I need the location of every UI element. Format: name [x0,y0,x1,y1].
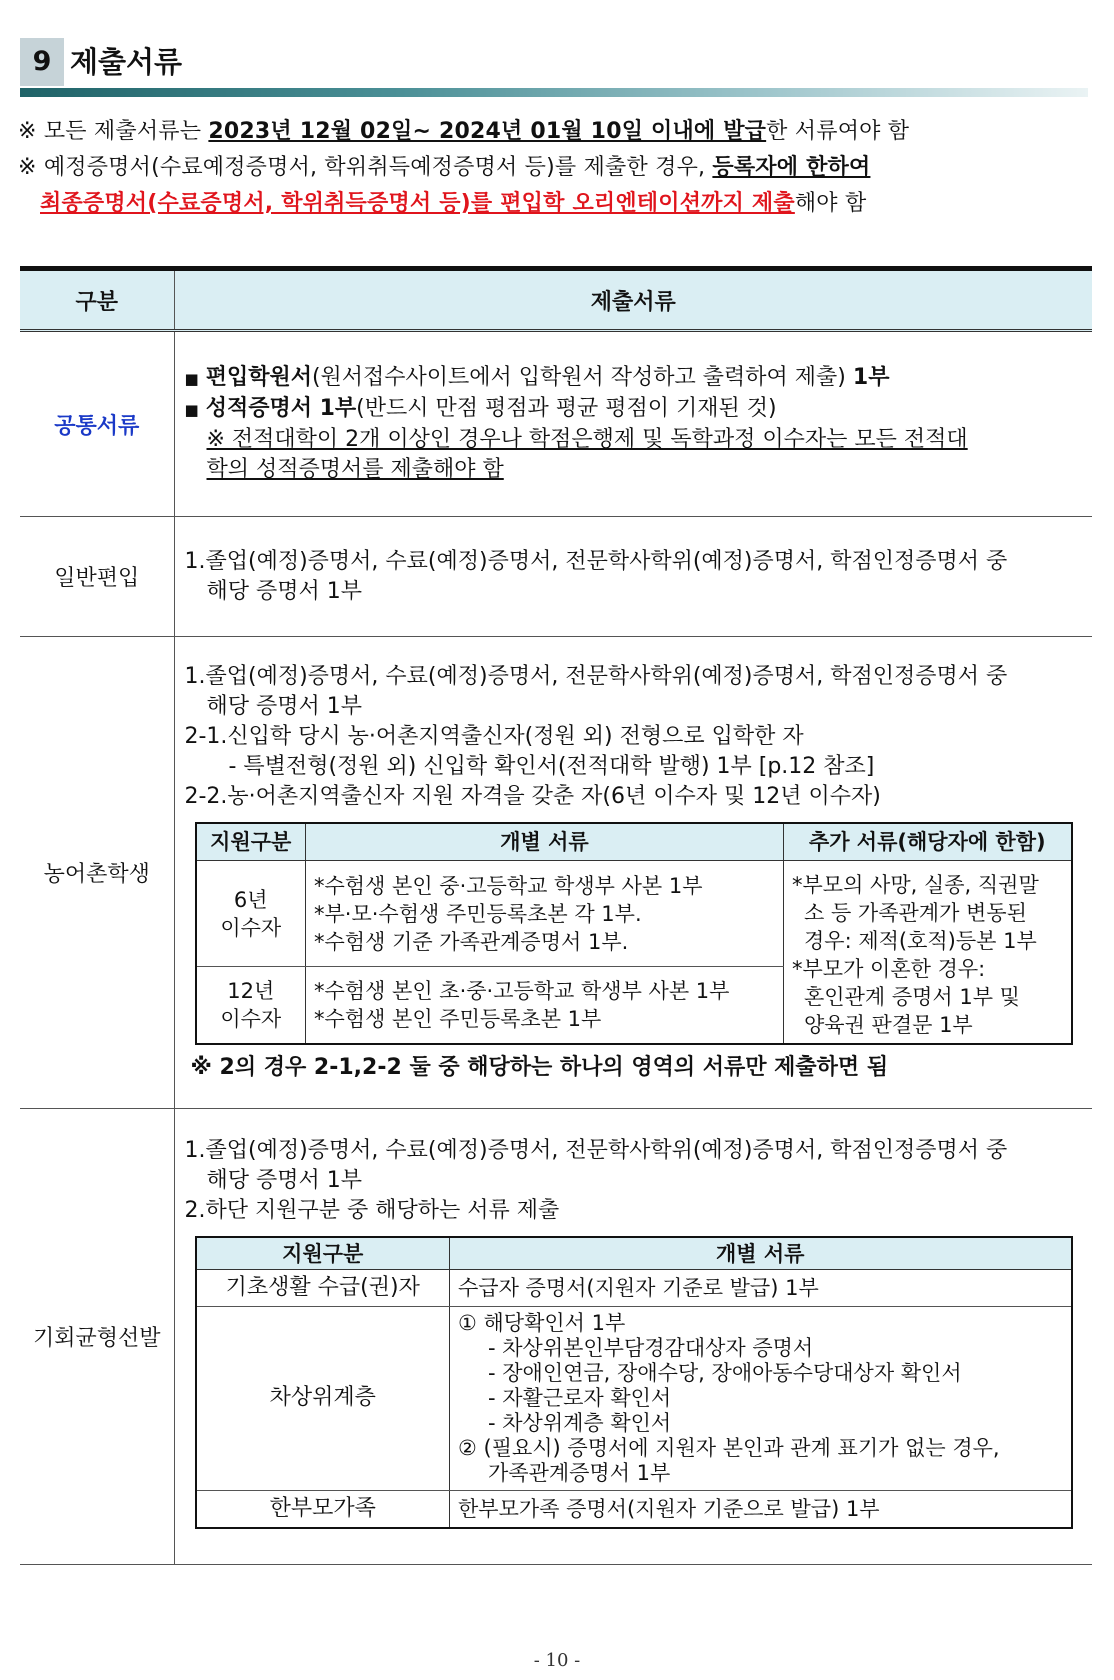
rural-12yr-label [196,967,306,1044]
section-divider-bar [20,88,1088,97]
notice-text: ※ 모든 제출서류는 [18,119,209,144]
doc-transcript-desc: (반드시 만점 평점과 평균 평점이 기재된 것) [356,396,777,421]
notice-line-3 [18,186,1098,222]
section-title: 제출서류 [70,45,183,79]
label-text: 이수자 [220,915,282,940]
extra-item: 소 등 가족관계가 변동된 [804,901,1027,926]
rural-extra-docs [784,861,1072,1045]
doc-item: 가족관계증명서 1부 [488,1460,671,1485]
equal-basic-label: 기초생활 수급(권)자 [196,1269,450,1306]
rural-line-5: 2-2.농·어촌지역출신자 지원 자격을 갖춘 자(6년 이수자 및 12년 이수자) [184,783,881,809]
row-common [20,331,1092,517]
equal-row-basic [196,1269,1072,1306]
notice-text: 한 서류여야 함 [766,119,910,144]
general-line-2: 해당 증명서 1부 [206,578,362,604]
doc-item: *부·모·수험생 주민등록초본 각 1부. [314,901,642,926]
row-rural [20,637,1092,1109]
sub-header-type: 지원구분 [196,823,306,861]
equal-docs [174,1109,1092,1565]
sub-header-extra: 추가 서류(해당자에 한함) [784,823,1072,861]
extra-item: 경우: 제적(호적)등본 1부 [804,929,1037,954]
notice-warning: 최종증명서(수료증명서, 학위취득증명서 등)를 편입학 오리엔테이션까지 제출 [40,191,795,216]
doc-item: *수험생 본인 주민등록초본 1부 [314,1007,602,1032]
equal-sub-header [196,1237,1072,1269]
label-text: 이수자 [220,1007,282,1032]
label-text: 12년 [227,979,275,1004]
extra-item: 혼인관계 증명서 1부 및 [804,985,1020,1010]
doc-application: 편입학원서 [205,365,312,390]
equal-row-near-poverty [196,1306,1072,1490]
sub-header-type: 지원구분 [196,1237,450,1269]
equal-single-doc: 한부모가족 증명서(지원자 기준으로 발급) 1부 [450,1490,1072,1528]
bullet-icon: ■ [184,401,199,419]
rural-6yr-docs [306,861,784,967]
common-line-2 [185,394,1085,425]
doc-item: ② (필요시) 증명서에 지원자 본인과 관계 표기가 없는 경우, [458,1435,1000,1460]
page-number: - 10 - [533,1650,581,1671]
common-note-2: 학의 성적증명서를 제출해야 함 [206,457,504,482]
category-common: 공통서류 [20,331,174,517]
equal-basic-doc: 수급자 증명서(지원자 기준로 발급) 1부 [450,1269,1072,1306]
equal-near-docs [450,1306,1072,1490]
rural-row-6yr [196,861,1072,967]
bullet-icon: ■ [184,370,199,388]
category-equal: 기회균형선발 [20,1109,174,1565]
rural-footnote: ※ 2의 경우 2-1,2-2 둘 중 해당하는 하나의 영역의 서류만 제출하면 됨 [190,1055,889,1081]
row-general [20,517,1092,637]
equal-row-single-parent [196,1490,1072,1528]
header-category: 구분 [20,269,174,331]
rural-line-4: - 특별전형(정원 외) 신입학 확인서(전적대학 발행) 1부 [p.12 참조] [228,753,875,779]
extra-item: 양육권 판결문 1부 [804,1013,973,1038]
notice-line-2 [18,150,1098,186]
label-text: 6년 [233,887,268,912]
extra-item: *부모의 사망, 실종, 직권말 [792,873,1039,898]
notice-date-range: 2023년 12월 02일~ 2024년 01월 10일 이내에 발급 [208,119,767,144]
general-line-1: 1.졸업(예정)증명서, 수료(예정)증명서, 전문학사학위(예정)증명서, 학점인정증명서 중 [184,548,1008,574]
common-line-1 [185,363,1085,394]
table-header-row [20,269,1092,331]
doc-item: ① 해당확인서 1부 [458,1310,626,1335]
rural-12yr-docs [306,967,784,1044]
doc-transcript: 성적증명서 1부 [205,396,357,421]
rural-docs [174,637,1092,1109]
common-note-1: ※ 전적대학이 2개 이상인 경우나 학점은행제 및 독학과정 이수자는 모든 전적대 [206,427,968,452]
category-general: 일반편입 [20,517,174,637]
doc-application-desc: (원서접수사이트에서 입학원서 작성하고 출력하여 제출) [311,365,853,390]
notice-block [18,114,1098,222]
notice-emphasis: 등록자에 한하여 [712,155,871,180]
rural-line-1: 1.졸업(예정)증명서, 수료(예정)증명서, 전문학사학위(예정)증명서, 학점인정증명서 중 [184,663,1008,689]
doc-item: - 차상위계층 확인서 [488,1410,672,1435]
section-header [20,38,1088,94]
doc-item: - 자활근로자 확인서 [488,1385,672,1410]
rural-sub-table [195,822,1073,1046]
rural-sub-header [196,823,1072,861]
equal-line-3: 2.하단 지원구분 중 해당하는 서류 제출 [184,1198,560,1224]
common-docs [174,331,1092,517]
row-equal [20,1109,1092,1565]
general-docs [174,517,1092,637]
doc-item: *수험생 본인 초·중·고등학교 학생부 사본 1부 [314,979,730,1004]
rural-line-2: 해당 증명서 1부 [206,693,362,719]
equal-sub-table [195,1236,1073,1529]
sub-header-docs: 개별 서류 [306,823,784,861]
section-number: 9 [20,38,64,86]
equal-line-1: 1.졸업(예정)증명서, 수료(예정)증명서, 전문학사학위(예정)증명서, 학점인정증명서 중 [184,1138,1008,1164]
doc-count: 1부 [852,365,890,390]
equal-single-label: 한부모가족 [196,1490,450,1528]
notice-text: ※ 예정증명서(수료예정증명서, 학위취득예정증명서 등)를 제출한 경우, [18,155,713,180]
notice-line-1 [18,114,1098,150]
doc-item: *수험생 기준 가족관계증명서 1부. [314,929,629,954]
category-rural: 농어촌학생 [20,637,174,1109]
rural-line-3: 2-1.신입학 당시 농·어촌지역출신자(정원 외) 전형으로 입학한 자 [184,723,804,749]
documents-table [20,266,1092,1565]
doc-item: - 차상위본인부담경감대상자 증명서 [488,1335,814,1360]
doc-item: *수험생 본인 중·고등학교 학생부 사본 1부 [314,873,703,898]
rural-6yr-label [196,861,306,967]
equal-line-2: 해당 증명서 1부 [206,1168,362,1194]
notice-text: 해야 함 [794,191,867,216]
header-documents: 제출서류 [174,269,1092,331]
extra-item: *부모가 이혼한 경우: [792,957,986,982]
sub-header-docs: 개별 서류 [450,1237,1072,1269]
doc-item: - 장애인연금, 장애수당, 장애아동수당대상자 확인서 [488,1360,962,1385]
equal-near-label: 차상위계층 [196,1306,450,1490]
